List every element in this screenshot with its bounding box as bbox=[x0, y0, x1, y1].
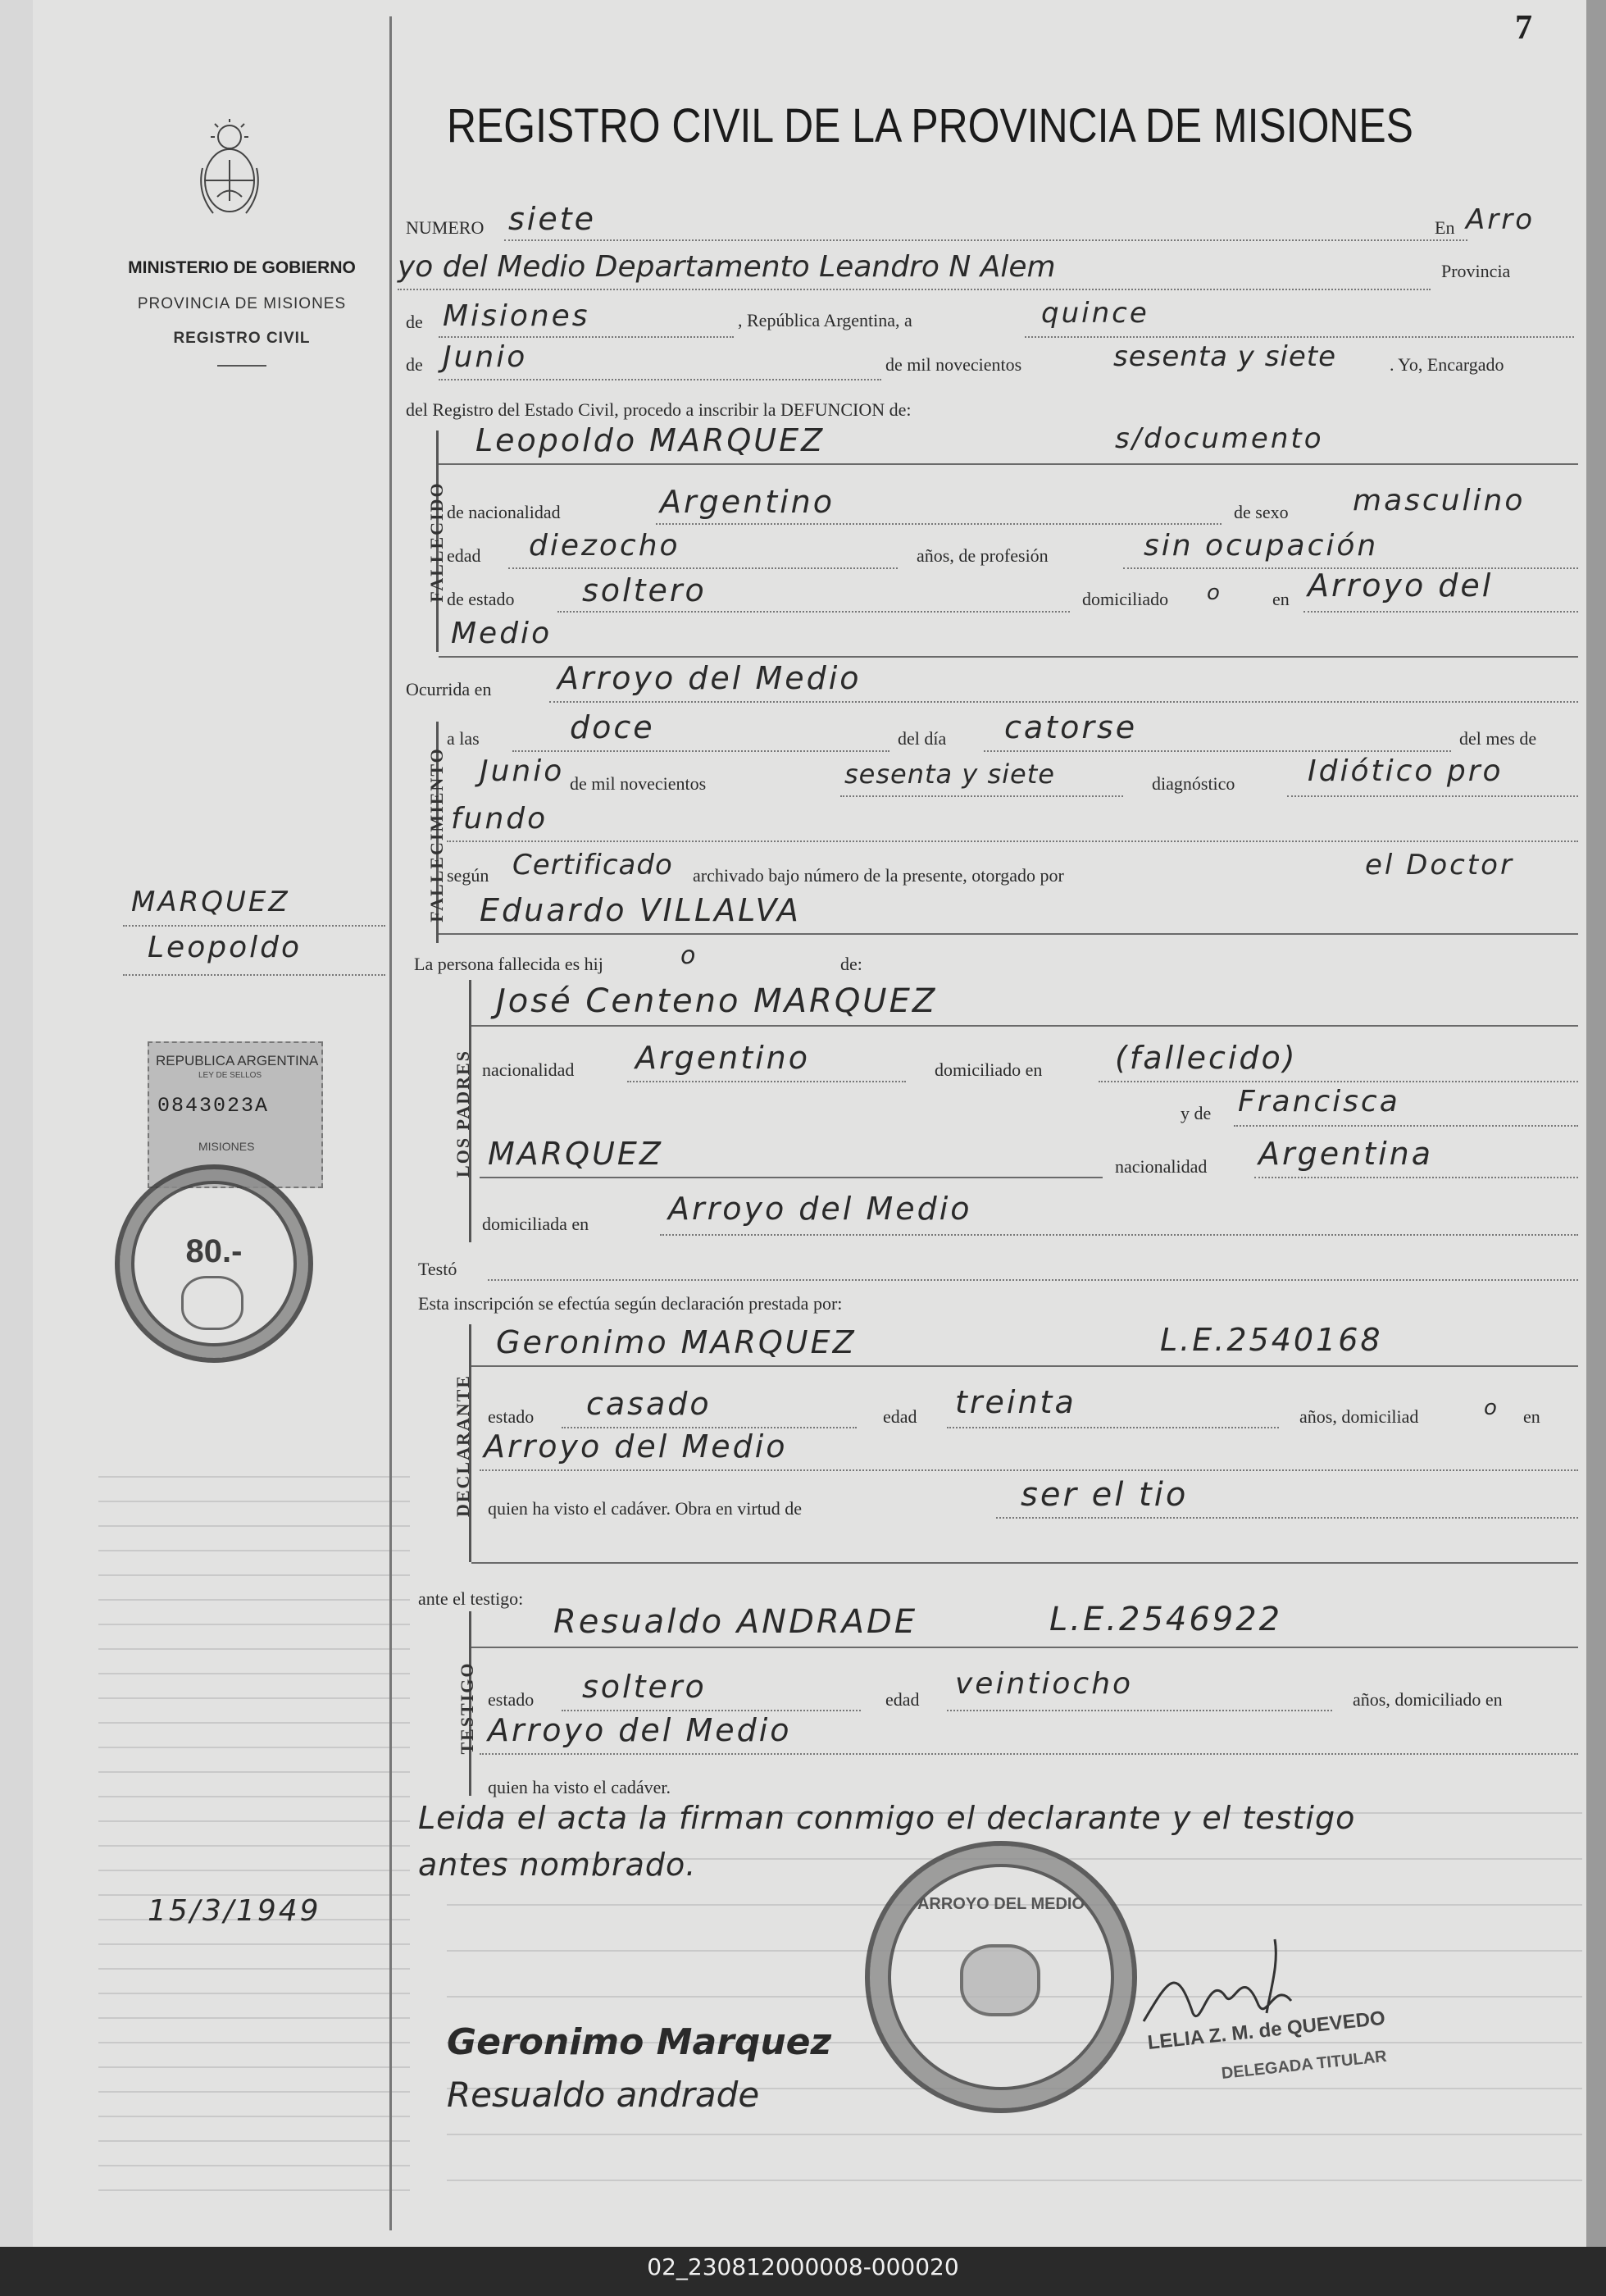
testigo-estado: soltero bbox=[582, 1669, 707, 1705]
field-line bbox=[1234, 1125, 1578, 1127]
encargado-label: . Yo, Encargado bbox=[1390, 354, 1504, 375]
field-line bbox=[398, 289, 1431, 290]
sexo-label: de sexo bbox=[1234, 502, 1289, 522]
stamp-sub: LEY DE SELLOS bbox=[198, 1071, 262, 1080]
field-line bbox=[439, 336, 734, 338]
field-line bbox=[471, 1562, 1578, 1564]
field-line bbox=[504, 239, 1467, 241]
field-line bbox=[508, 567, 898, 569]
hora-value: doce bbox=[570, 709, 655, 745]
ministry-province: PROVINCIA DE MISIONES bbox=[137, 295, 347, 312]
domicilio-label: domiciliado bbox=[1082, 589, 1169, 609]
field-line bbox=[471, 1025, 1578, 1027]
hijo-suffix: o bbox=[680, 941, 698, 970]
field-line bbox=[840, 795, 1123, 797]
cert-value: Certificado bbox=[512, 849, 673, 882]
ocurrida-label: Ocurrida en bbox=[406, 679, 492, 699]
field-line bbox=[439, 933, 1578, 935]
stamp-country: REPUBLICA ARGENTINA bbox=[156, 1053, 319, 1068]
domicilio-cont: Medio bbox=[451, 617, 553, 650]
ante-label: ante el testigo: bbox=[418, 1588, 524, 1609]
declarante-name: Geronimo MARQUEZ bbox=[496, 1324, 857, 1360]
estado-value: soltero bbox=[582, 572, 707, 608]
testigo-name: Resualdo ANDRADE bbox=[553, 1603, 918, 1641]
doctor-value: Eduardo VILLALVA bbox=[480, 892, 801, 928]
field-line bbox=[439, 463, 1578, 465]
diag-label: diagnóstico bbox=[1152, 773, 1235, 794]
hora-label: a las bbox=[447, 728, 480, 749]
official-role-stamp: DELEGADA TITULAR bbox=[1220, 2047, 1388, 2083]
testigo-doc: L.E.2546922 bbox=[1049, 1601, 1283, 1638]
section-fallecimiento: FALLECIMIENTO bbox=[426, 747, 447, 922]
document-title: REGISTRO CIVIL DE LA PROVINCIA DE MISIONES bbox=[447, 99, 1413, 153]
numero-label: NUMERO bbox=[406, 217, 485, 238]
madre-dom: Arroyo del Medio bbox=[668, 1191, 972, 1227]
seal-emblem-icon bbox=[960, 1944, 1040, 2016]
official-seal-right bbox=[865, 1841, 1137, 2113]
declarante-estado: casado bbox=[586, 1386, 712, 1422]
declarante-virtud: ser el tio bbox=[1021, 1476, 1189, 1514]
archivado-label: archivado bajo número de la presente, otorgado por bbox=[693, 865, 1064, 886]
field-line bbox=[660, 1234, 1578, 1236]
stamp-province: MISIONES bbox=[198, 1140, 255, 1153]
y-de-label: y de bbox=[1181, 1103, 1212, 1123]
nacionalidad-label: de nacionalidad bbox=[447, 502, 561, 522]
document-sheet bbox=[33, 0, 1586, 2247]
field-line bbox=[471, 1365, 1578, 1367]
nacionalidad-value: Argentino bbox=[660, 484, 835, 520]
field-line bbox=[947, 1427, 1279, 1428]
en-label: En bbox=[1435, 217, 1455, 238]
closing-line-2: antes nombrado. bbox=[418, 1847, 697, 1883]
testigo-estado-label: estado bbox=[488, 1689, 535, 1710]
padre-dom: (fallecido) bbox=[1115, 1040, 1298, 1076]
declarante-edad-label: edad bbox=[883, 1406, 917, 1427]
field-line bbox=[512, 750, 889, 752]
en-value: Arro bbox=[1466, 203, 1535, 236]
ministry-title: MINISTERIO DE GOBIERNO bbox=[128, 258, 356, 277]
madre-dom-label: domiciliada en bbox=[482, 1214, 589, 1234]
province-value: Misiones bbox=[443, 299, 590, 333]
field-line bbox=[1303, 611, 1578, 613]
sexo-value: masculino bbox=[1353, 484, 1526, 517]
official-seal-left bbox=[115, 1164, 313, 1363]
testigo-edad-label: edad bbox=[885, 1689, 920, 1710]
signature-testigo: Resualdo andrade bbox=[447, 2075, 760, 2115]
hijo-label: La persona fallecida es hij bbox=[414, 954, 603, 974]
coat-of-arms-icon bbox=[193, 119, 266, 226]
column-divider bbox=[389, 16, 392, 2230]
domicilio-en-label: en bbox=[1272, 589, 1290, 609]
field-line bbox=[447, 840, 1578, 842]
margin-date: 15/3/1949 bbox=[148, 1894, 321, 1928]
field-line bbox=[1025, 336, 1574, 338]
field-line bbox=[627, 1081, 906, 1082]
month-value: Junio bbox=[443, 340, 528, 374]
de-label: de bbox=[406, 312, 423, 332]
madre-apellido: MARQUEZ bbox=[488, 1136, 663, 1172]
madre-nac-label: nacionalidad bbox=[1115, 1156, 1208, 1177]
testigo-domicilio: Arroyo del Medio bbox=[488, 1712, 792, 1748]
ministry-divider bbox=[217, 365, 266, 367]
anio-label: de mil novecientos bbox=[570, 773, 707, 794]
margin-given-name: Leopoldo bbox=[148, 931, 302, 964]
segun-label: según bbox=[447, 865, 489, 886]
declarante-estado-label: estado bbox=[488, 1406, 535, 1427]
field-line bbox=[480, 1177, 1103, 1178]
diag-value: Idiótico pro bbox=[1308, 754, 1504, 788]
declarante-visto-label: quien ha visto el cadáver. Obra en virtud de bbox=[488, 1498, 803, 1519]
margin-line bbox=[123, 974, 385, 976]
field-line bbox=[488, 1279, 1578, 1281]
anio-value: sesenta y siete bbox=[844, 758, 1055, 790]
domicilio-o: o bbox=[1207, 581, 1222, 605]
closing-line-1: Leida el acta la firman conmigo el declarante y el testigo bbox=[418, 1800, 1356, 1836]
testigo-dom-label: años, domiciliado en bbox=[1353, 1689, 1503, 1710]
padre-dom-label: domiciliado en bbox=[935, 1059, 1043, 1080]
day-value: quince bbox=[1041, 297, 1149, 330]
republica-label: , República Argentina, a bbox=[738, 310, 912, 330]
field-line bbox=[480, 1469, 1578, 1471]
field-line bbox=[1254, 1177, 1578, 1178]
left-page-edge bbox=[0, 0, 35, 2247]
section-testigo: TESTIGO bbox=[457, 1661, 477, 1755]
declarante-edad: treinta bbox=[955, 1384, 1076, 1420]
field-line bbox=[557, 611, 1070, 613]
mes-value: Junio bbox=[480, 754, 565, 788]
field-line bbox=[439, 656, 1578, 658]
signature-declarante: Geronimo Marquez bbox=[447, 2021, 832, 2063]
field-line bbox=[439, 379, 881, 380]
page-number: 7 bbox=[1515, 9, 1532, 47]
year-label: de mil novecientos bbox=[885, 354, 1022, 375]
place-value: yo del Medio Departamento Leandro N Alem bbox=[398, 250, 1056, 284]
section-padres: LOS PADRES bbox=[453, 1050, 473, 1178]
ministry-office: REGISTRO CIVIL bbox=[173, 330, 311, 347]
estado-label: de estado bbox=[447, 589, 515, 609]
field-line bbox=[549, 701, 1578, 703]
numero-value: siete bbox=[508, 201, 597, 237]
hijo-de-label: de: bbox=[840, 954, 862, 974]
declarante-domicilio: Arroyo del Medio bbox=[484, 1428, 788, 1465]
field-line bbox=[562, 1710, 861, 1711]
de-label-2: de bbox=[406, 354, 423, 375]
official-name-stamp: LELIA Z. M. de QUEVEDO bbox=[1146, 2007, 1386, 2054]
declarante-en-label: en bbox=[1523, 1406, 1540, 1427]
domicilio-value: Arroyo del bbox=[1308, 567, 1494, 604]
deceased-document: s/documento bbox=[1115, 422, 1324, 455]
right-page-edge bbox=[1586, 0, 1606, 2247]
testigo-edad: veintiocho bbox=[955, 1667, 1134, 1701]
declarante-dom-label: años, domiciliad bbox=[1299, 1406, 1419, 1427]
field-line bbox=[996, 1517, 1578, 1519]
declaracion-label: Esta inscripción se efectúa según declaración prestada por: bbox=[418, 1293, 843, 1314]
stamp-number: 0843023A bbox=[157, 1094, 270, 1118]
edad-label: edad bbox=[447, 545, 481, 566]
seal-mid-text: ARROYO DEL MEDIO bbox=[917, 1895, 1085, 1913]
profesion-label: años, de profesión bbox=[917, 545, 1049, 566]
ocurrida-value: Arroyo del Medio bbox=[557, 660, 862, 696]
madre-nombre: Francisca bbox=[1238, 1085, 1400, 1118]
padre-nac: Argentino bbox=[635, 1040, 810, 1076]
por-value: el Doctor bbox=[1365, 849, 1514, 882]
profesion-value: sin ocupación bbox=[1144, 529, 1379, 563]
field-line bbox=[656, 523, 1222, 525]
testigo-visto-label: quien ha visto el cadáver. bbox=[488, 1777, 671, 1797]
provincia-label: Provincia bbox=[1441, 261, 1511, 281]
field-line bbox=[1287, 795, 1578, 797]
year-value: sesenta y siete bbox=[1113, 340, 1337, 373]
dia-label: del día bbox=[898, 728, 947, 749]
testo-label: Testó bbox=[418, 1259, 457, 1279]
margin-line bbox=[123, 925, 385, 927]
intro-text: del Registro del Estado Civil, procedo a inscribir la DEFUNCION de: bbox=[406, 399, 912, 420]
declarante-dom-o: o bbox=[1484, 1396, 1499, 1420]
field-line bbox=[947, 1710, 1332, 1711]
field-line bbox=[480, 1753, 1578, 1755]
ruled-area-left bbox=[98, 1476, 410, 2214]
footer-caption: 02_230812000008-000020 bbox=[647, 2253, 959, 2280]
declarante-doc: L.E.2540168 bbox=[1160, 1322, 1383, 1358]
mes-label: del mes de bbox=[1459, 728, 1537, 749]
field-line bbox=[984, 750, 1451, 752]
dia-value: catorse bbox=[1004, 709, 1138, 745]
field-line bbox=[471, 1647, 1578, 1648]
padre-name: José Centeno MARQUEZ bbox=[496, 982, 938, 1020]
margin-surname: MARQUEZ bbox=[131, 886, 290, 918]
deceased-name: Leopoldo MARQUEZ bbox=[475, 422, 826, 458]
section-declarante: DECLARANTE bbox=[453, 1374, 473, 1518]
seal-emblem-icon bbox=[181, 1276, 243, 1330]
madre-nac: Argentina bbox=[1258, 1136, 1434, 1172]
diag-cont: fundo bbox=[451, 802, 548, 836]
seal-value: 80.- bbox=[185, 1233, 243, 1269]
padre-nac-label: nacionalidad bbox=[482, 1059, 575, 1080]
section-fallecido: FALLECIDO bbox=[426, 481, 447, 603]
edad-value: diezocho bbox=[529, 529, 680, 563]
field-line bbox=[1099, 1081, 1578, 1082]
